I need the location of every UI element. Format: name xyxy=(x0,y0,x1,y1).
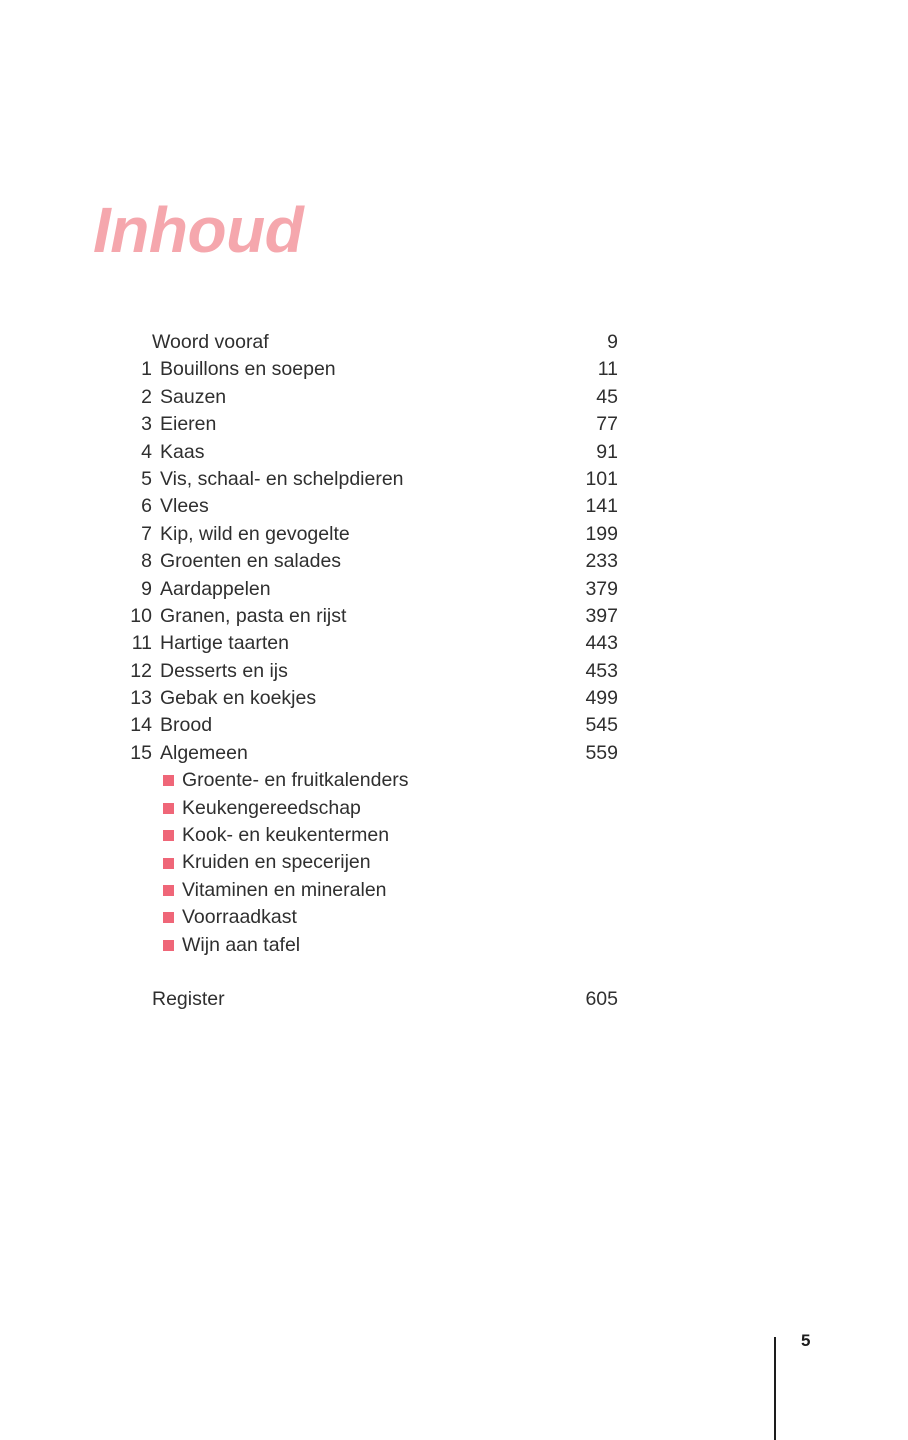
toc-subentry[interactable] xyxy=(124,904,618,931)
toc-entry-label: Kip, wild en gevogelte xyxy=(160,522,350,545)
toc-entry-number: 11 xyxy=(131,632,152,655)
toc-entry-page: 545 xyxy=(585,714,618,737)
toc-entry-page: 11 xyxy=(597,358,618,381)
toc-entry-page: 605 xyxy=(585,988,618,1011)
toc-entry[interactable] xyxy=(124,685,618,712)
toc-entry[interactable] xyxy=(124,548,618,575)
square-bullet-icon xyxy=(163,912,174,923)
toc-subentry-label: Voorraadkast xyxy=(182,906,297,929)
toc-entry-label: Granen, pasta en rijst xyxy=(160,604,347,627)
toc-entry-label: Sauzen xyxy=(160,385,227,408)
toc-entry-register[interactable] xyxy=(124,986,618,1013)
toc-subentry[interactable] xyxy=(124,932,618,959)
toc-entry-number: 12 xyxy=(130,659,152,682)
toc-entry-page: 233 xyxy=(585,550,618,573)
toc-entry-page: 379 xyxy=(585,577,618,600)
toc-entry-label: Eieren xyxy=(160,413,217,436)
toc-entry[interactable] xyxy=(124,384,618,411)
toc-entry[interactable] xyxy=(124,576,618,603)
toc-entry-label: Gebak en koekjes xyxy=(160,687,317,710)
toc-entry-label: Aardappelen xyxy=(160,577,271,600)
toc-entry-page: 45 xyxy=(596,385,618,408)
toc-entry[interactable] xyxy=(124,356,618,383)
toc-entry-page: 141 xyxy=(585,495,618,518)
toc-entry-number: 3 xyxy=(141,413,152,436)
toc-subentry[interactable] xyxy=(124,877,618,904)
toc-entry-number: 8 xyxy=(141,550,152,573)
toc-entry-page: 443 xyxy=(585,632,618,655)
toc-entry-label: Woord vooraf xyxy=(152,331,269,353)
toc-entry[interactable] xyxy=(124,658,618,685)
square-bullet-icon xyxy=(163,885,174,896)
toc-entry[interactable] xyxy=(124,630,618,657)
toc-entry-label: Groenten en salades xyxy=(160,550,342,573)
toc-entry-label: Desserts en ijs xyxy=(160,659,288,682)
toc-entry-page: 9 xyxy=(607,331,618,353)
toc-subentry[interactable] xyxy=(124,822,618,849)
toc-entry-page: 77 xyxy=(596,413,618,436)
square-bullet-icon xyxy=(163,940,174,951)
square-bullet-icon xyxy=(163,803,174,814)
toc-chapter-list xyxy=(124,356,618,767)
toc-subentry-label: Vitaminen en mineralen xyxy=(182,878,387,901)
toc-entry-label: Algemeen xyxy=(160,741,248,764)
toc-entry-label: Vis, schaal- en schelpdieren xyxy=(160,467,404,490)
toc-entry[interactable] xyxy=(124,603,618,630)
toc-entry-label: Brood xyxy=(160,714,213,737)
square-bullet-icon xyxy=(163,775,174,786)
toc-entry[interactable] xyxy=(124,740,618,767)
square-bullet-icon xyxy=(163,858,174,869)
toc-subentry-label: Kruiden en specerijen xyxy=(182,851,371,874)
toc-entry-label: Register xyxy=(152,988,225,1011)
toc-spacer xyxy=(124,959,618,986)
toc-entry-number: 4 xyxy=(141,440,152,463)
page-number: 5 xyxy=(801,1331,811,1350)
toc-subentry[interactable] xyxy=(124,795,618,822)
toc-entry-label: Vlees xyxy=(160,495,209,518)
toc-entry[interactable] xyxy=(124,712,618,739)
toc-subitem-list xyxy=(124,767,618,959)
toc-subentry-label: Groente- en fruitkalenders xyxy=(182,769,409,792)
toc-entry-number: 2 xyxy=(141,385,152,408)
toc-entry-number: 9 xyxy=(141,577,152,600)
toc-entry-page: 499 xyxy=(585,687,618,710)
toc-entry-number: 10 xyxy=(130,604,152,627)
toc-entry[interactable] xyxy=(124,439,618,466)
toc-subentry-label: Wijn aan tafel xyxy=(182,933,301,956)
toc-entry-number: 1 xyxy=(141,358,152,381)
toc-subentry-label: Kook- en keukentermen xyxy=(182,824,390,847)
toc-entry-number: 14 xyxy=(130,714,152,737)
toc-subentry-label: Keukengereedschap xyxy=(182,796,361,819)
square-bullet-icon xyxy=(163,830,174,841)
toc-entry-page: 453 xyxy=(585,659,618,682)
toc-entry[interactable] xyxy=(124,521,618,548)
toc-subentry[interactable] xyxy=(124,849,618,876)
table-of-contents xyxy=(124,329,618,1014)
toc-entry[interactable] xyxy=(124,466,618,493)
toc-entry-number: 13 xyxy=(130,687,152,710)
toc-entry-number: 5 xyxy=(141,467,152,490)
toc-subentry[interactable] xyxy=(124,767,618,794)
toc-entry-page: 91 xyxy=(596,440,618,463)
page-title: Inhoud xyxy=(93,194,304,266)
toc-entry-number: 15 xyxy=(130,741,152,764)
toc-entry-number: 6 xyxy=(141,495,152,518)
toc-entry-label: Bouillons en soepen xyxy=(160,358,336,381)
toc-entry-front-matter[interactable] xyxy=(124,329,618,356)
toc-entry[interactable] xyxy=(124,493,618,520)
toc-entry-label: Hartige taarten xyxy=(160,632,289,655)
toc-entry-page: 397 xyxy=(585,604,618,627)
toc-entry-page: 101 xyxy=(585,467,618,490)
toc-entry-label: Kaas xyxy=(160,440,205,463)
toc-entry-page: 559 xyxy=(585,741,618,764)
footer-divider-rule xyxy=(774,1337,776,1440)
toc-entry-number: 7 xyxy=(141,522,152,545)
toc-entry[interactable] xyxy=(124,411,618,438)
toc-entry-page: 199 xyxy=(585,522,618,545)
